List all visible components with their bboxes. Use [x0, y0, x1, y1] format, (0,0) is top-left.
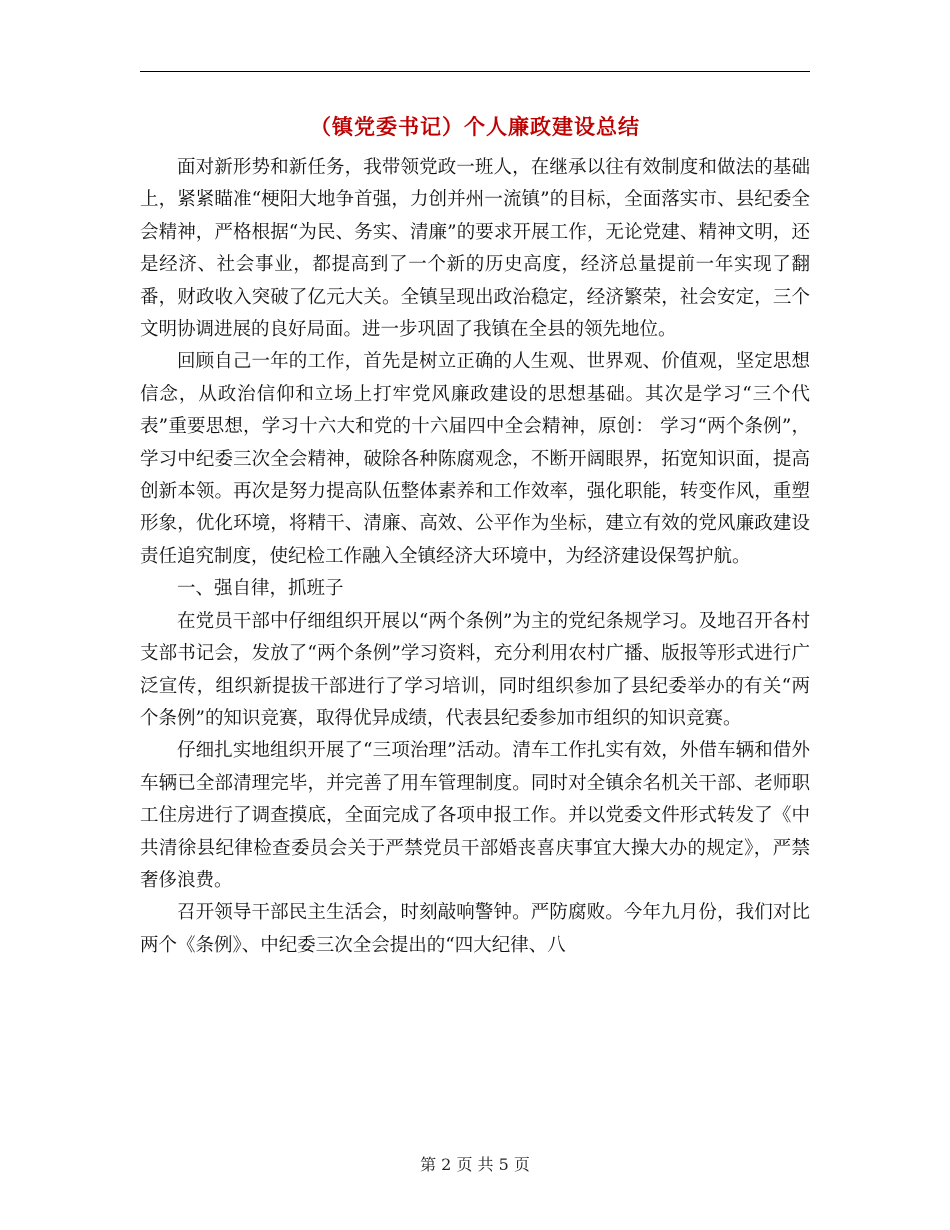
paragraph-3: 在党员干部中仔细组织开展以“两个条例”为主的党纪条规学习。及地召开各村支部书记会，发放了“两个条例”学习资料，充分利用农村广播、版报等形式进行广泛宣传，组织新提拔干部进行了学习培训，同时组织参加了县纪委举办的有关“两个条例”的知识竞赛，取得优异成绩，代表县纪委参加市组织的知识竞赛。	[140, 610, 810, 729]
paragraph-1: 面对新形势和新任务，我带领党政一班人，在继承以往有效制度和做法的基础上，紧紧瞄准“梗阳大地争首强，力创并州一流镇”的目标，全面落实市、县纪委全会精神，严格根据“为民、务实、清廉”的要求开展工作，无论党建、精神文明，还是经济、社会事业，都提高到了一个新的历史高度，经济总量提前一年实现了翻番，财政收入突破了亿元大关。全镇呈现出政治稳定，经济繁荣，社会安定，三个文明协调进展的良好局面。进一步巩固了我镇在全县的领先地位。	[140, 157, 810, 341]
paragraph-5: 召开领导干部民主生活会，时刻敲响警钟。严防腐败。今年九月份，我们对比两个《条例》、中纪委三次全会提出的“四大纪律、八	[140, 902, 810, 956]
paragraph-4: 仔细扎实地组织开展了“三项治理”活动。清车工作扎实有效，外借车辆和借外车辆已全部清理完毕，并完善了用车管理制度。同时对全镇余名机关干部、老师职工住房进行了调查摸底，全面完成了各项申报工作。并以党委文件形式转发了《中共清徐县纪律检查委员会关于严禁党员干部婚丧喜庆事宜大操大办的规定》，严禁奢侈浪费。	[140, 740, 810, 891]
section-heading-1: 一、强自律，抓班子	[177, 578, 344, 600]
document-title: （镇党委书记）个人廉政建设总结	[310, 114, 640, 139]
header-rule	[140, 71, 810, 72]
paragraph-2: 回顾自己一年的工作，首先是树立正确的人生观、世界观、价值观，坚定思想信念，从政治信仰和立场上打牢党风廉政建设的思想基础。其次是学习“三个代表”重要思想，学习十六大和党的十六届四中全会精神，原创： 学习“两个条例”，学习中纪委三次全会精神，破除各种陈腐观念，不断开阔眼界，拓宽知识面，提高创新本领。再次是努力提高队伍整体素养和工作效率，强化职能，转变作风，重塑形象，优化环境，将精干、清廉、高效、公平作为坐标，建立有效的党风廉政建设责任追究制度，使纪检工作融入全镇经济大环境中，为经济建设保驾护航。	[140, 351, 810, 567]
page-number: 第 2 页 共 5 页	[420, 1155, 530, 1174]
document-body	[140, 152, 810, 962]
